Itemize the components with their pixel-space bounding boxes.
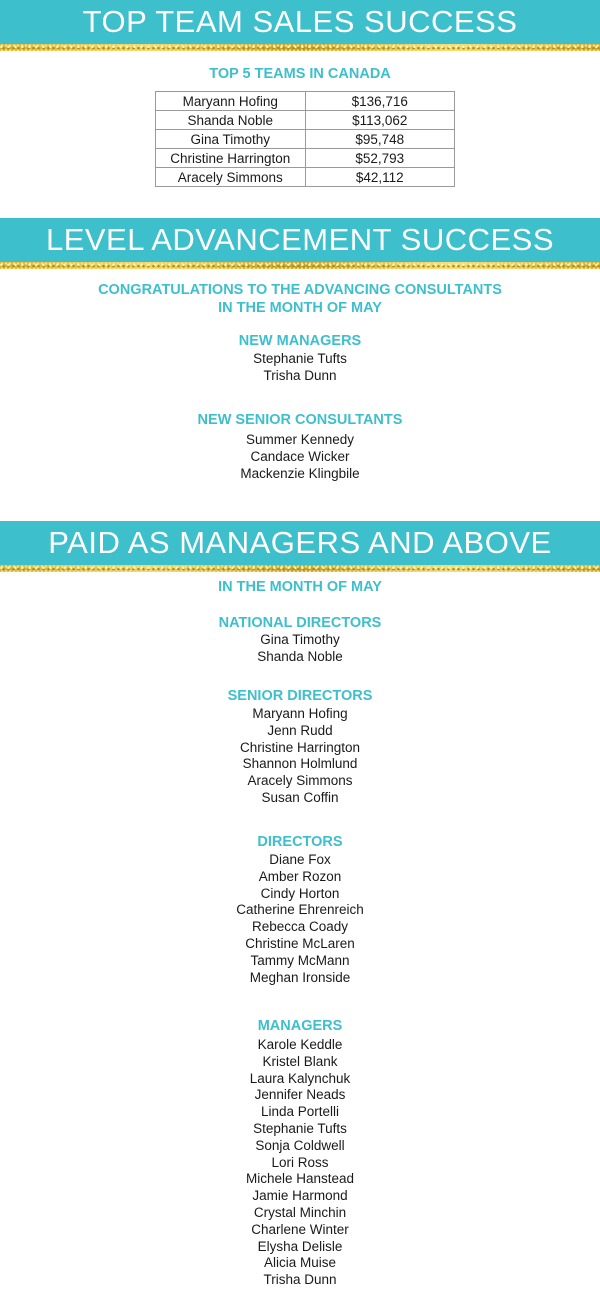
name-list-item: Jenn Rudd [267,722,333,738]
name-list-item: Cindy Horton [260,885,340,901]
banner-paid-as-managers [0,521,600,572]
name-list-item: Linda Portelli [260,1104,340,1120]
name-list-item: Summer Kennedy [245,432,355,447]
team-amount-cell: $95,748 [305,130,455,149]
national-directors-list [0,632,600,666]
managers-heading: MANAGERS [257,1018,343,1034]
top-teams-subtitle: TOP 5 TEAMS IN CANADA [209,66,391,82]
senior-directors-list [0,706,600,807]
name-list-item: Stephanie Tufts [253,351,347,366]
name-list-item: Diane Fox [269,852,331,867]
directors-heading: DIRECTORS [257,834,343,850]
team-name-cell: Christine Harrington [156,149,306,168]
name-list-item: Sonja Coldwell [255,1137,345,1153]
gold-glitter-divider [0,565,600,572]
name-list-item: Trisha Dunn [263,367,337,383]
name-list-item: Jennifer Neads [254,1087,346,1103]
name-list-item: Christine McLaren [245,935,355,951]
team-row [156,111,455,130]
team-amount-cell: $52,793 [305,149,455,168]
name-list-item: Catherine Ehrenreich [236,902,364,918]
national-directors-heading: NATIONAL DIRECTORS [218,615,382,631]
banner-title: LEVEL ADVANCEMENT SUCCESS [0,218,600,262]
name-list-item: Trisha Dunn [263,1272,337,1288]
name-list-item: Michele Hanstead [245,1171,355,1187]
name-list-item: Shanda Noble [257,648,343,664]
new-managers-heading: NEW MANAGERS [238,333,362,349]
name-list-item: Crystal Minchin [253,1204,347,1220]
gold-glitter-divider [0,262,600,269]
new-managers-list [0,351,600,385]
managers-list [0,1037,600,1289]
name-list-item: Christine Harrington [239,739,361,755]
name-list-item: Charlene Winter [251,1221,349,1237]
name-list-item: Lori Ross [271,1154,329,1170]
name-list-item: Meghan Ironside [249,969,351,985]
team-name-cell: Maryann Hofing [156,92,306,111]
team-name-cell: Aracely Simmons [156,168,306,187]
team-row [156,130,455,149]
team-row [156,92,455,111]
directors-list [0,852,600,986]
banner-level-advancement [0,218,600,269]
team-name-cell: Gina Timothy [156,130,306,149]
name-list-item: Gina Timothy [260,632,340,647]
month-label: IN THE MONTH OF MAY [218,579,382,595]
name-list-item: Mackenzie Klingbile [240,465,360,481]
banner-title: TOP TEAM SALES SUCCESS [0,0,600,44]
name-list-item: Susan Coffin [261,789,339,805]
new-senior-consultants-list [0,432,600,482]
name-list-item: Candace Wicker [250,448,350,464]
new-senior-consultants-heading: NEW SENIOR CONSULTANTS [197,412,403,428]
name-list-item: Amber Rozon [258,868,342,884]
name-list-item: Maryann Hofing [252,706,348,721]
team-amount-cell: $42,112 [305,168,455,187]
name-list-item: Shannon Holmlund [242,756,358,772]
name-list-item: Alicia Muise [263,1255,337,1271]
name-list-item: Laura Kalynchuk [249,1070,351,1086]
gold-glitter-divider [0,44,600,51]
banner-title: PAID AS MANAGERS AND ABOVE [0,521,600,565]
team-row [156,149,455,168]
team-row [156,168,455,187]
team-amount-cell: $136,716 [305,92,455,111]
name-list-item: Tammy McMann [250,952,350,968]
name-list-item: Jamie Harmond [252,1188,348,1204]
name-list-item: Stephanie Tufts [253,1120,347,1136]
name-list-item: Elysha Delisle [257,1238,343,1254]
name-list-item: Aracely Simmons [247,773,353,789]
team-name-cell: Shanda Noble [156,111,306,130]
senior-directors-heading: SENIOR DIRECTORS [227,688,373,704]
name-list-item: Rebecca Coady [251,919,349,935]
banner-top-team-sales [0,0,600,51]
name-list-item: Karole Keddle [257,1037,343,1052]
team-amount-cell: $113,062 [305,111,455,130]
congrats-line-2: IN THE MONTH OF MAY [218,300,382,316]
name-list-item: Kristel Blank [262,1053,338,1069]
congrats-line-1: CONGRATULATIONS TO THE ADVANCING CONSULTANTS [98,282,502,298]
top-teams-table [155,91,455,187]
